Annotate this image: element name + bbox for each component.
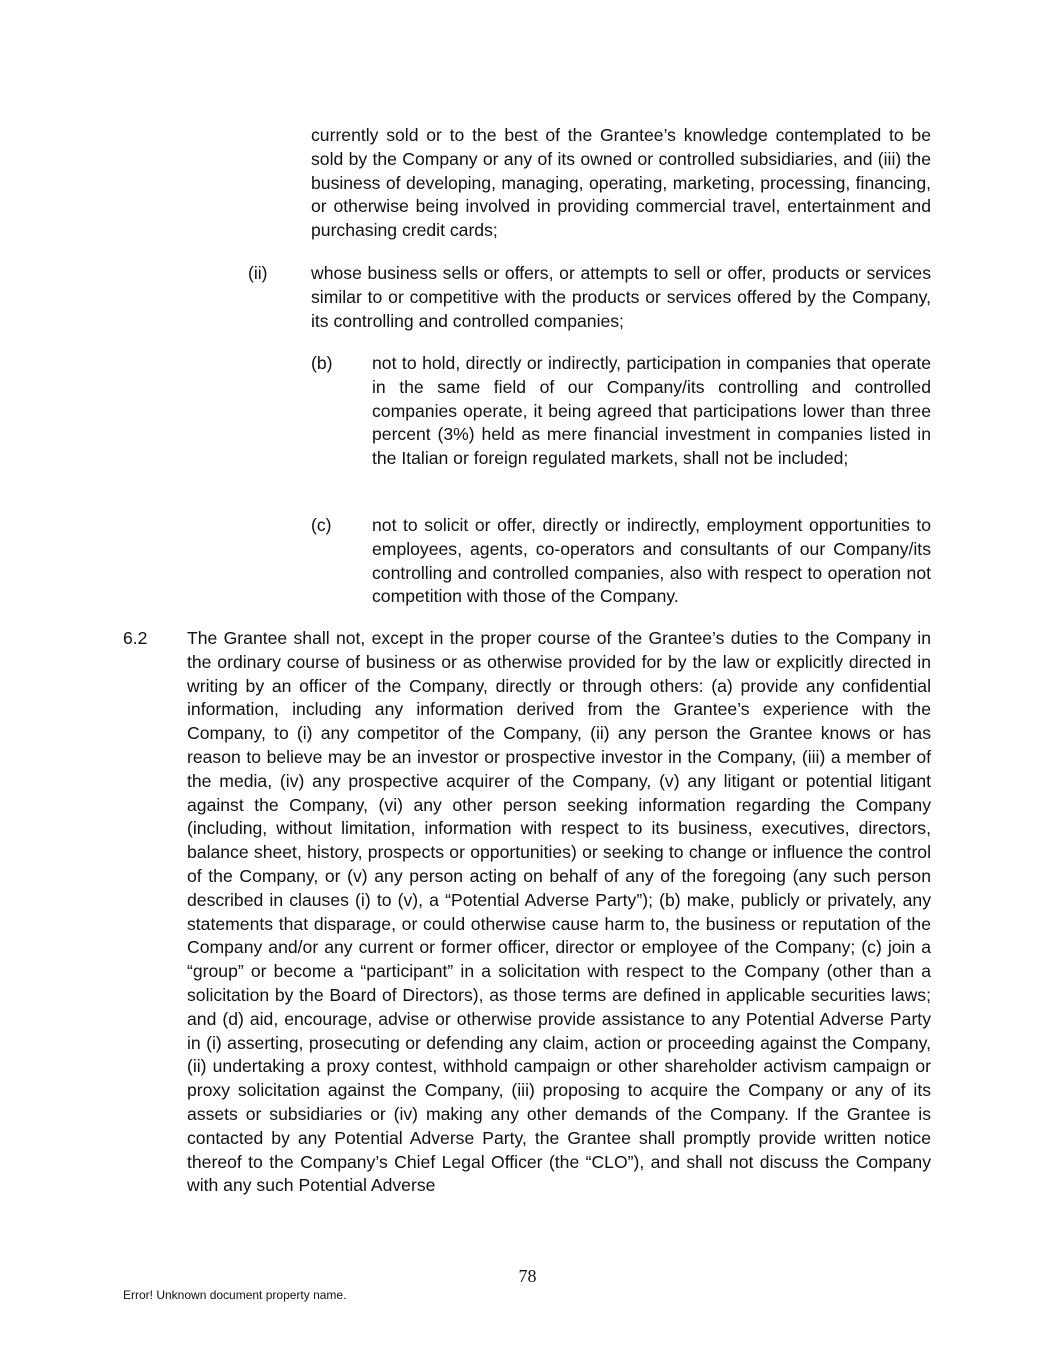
page-number: 78: [518, 1266, 537, 1286]
clause-b-marker: (b): [311, 353, 333, 373]
clause-ii-text: whose business sells or offers, or attempts to sell or offer, products or services similar to or competitive with the products or services offered by the Company, its controlling and controlled companies;: [311, 263, 931, 331]
footer-error-note: Error! Unknown document property name.: [123, 1288, 347, 1302]
clause-c-marker: (c): [311, 515, 332, 535]
section-6-2-number: 6.2: [123, 628, 148, 648]
clause-c-text: not to solicit or offer, directly or indirectly, employment opportunities to employees, agents, co-operators and consultants of our Company/its controlling and controlled companies, also with respect to operation not competition with those of the Company.: [372, 515, 931, 607]
section-6-2-text: The Grantee shall not, except in the proper course of the Grantee’s duties to the Company in the ordinary course of business or as otherwise provided for by the law or explicitly directed in writing by an officer of the Company, directly or through others: (a) provide any confidential information, including any information derived from the Grantee’s experience with the Company, to (i) any competitor of the Company, (ii) any person the Grantee knows or has reason to believe may be an investor or prospective investor in the Company, (iii) a member of the media, (iv) any prospective acquirer of the Company, (v) any litigant or potential litigant against the Company, (vi) any other person seeking information regarding the Company (including, without limitation, information with respect to its business, executives, directors, balance sheet, history, prospects or opportunities) or seeking to change or influence the control of the Company, or (v) any person acting on behalf of any of the foregoing (any such person described in clauses (i) to (v), a “Potential Adverse Party”); (b) make, publicly or privately, any statements that disparage, or could otherwise cause harm to, the business or reputation of the Company and/or any current or former officer, director or employee of the Company; (c) join a “group” or become a “participant” in a solicitation with respect to the Company (other than a solicitation by the Board of Directors), as those terms are defined in applicable securities laws; and (d) aid, encourage, advise or otherwise provide assistance to any Potential Adverse Party in (i) asserting, prosecuting or defending any claim, action or proceeding against the Company, (ii) undertaking a proxy contest, withhold campaign or other shareholder activism campaign or proxy solicitation against the Company, (iii) proposing to acquire the Company or any of its assets or subsidiaries or (iv) making any other demands of the Company. If the Grantee is contacted by any Potential Adverse Party, the Grantee shall promptly provide written notice thereof to the Company’s Chief Legal Officer (the “CLO”), and shall not discuss the Company with any such Potential Adverse: [187, 628, 931, 1196]
continuation-paragraph: currently sold or to the best of the Grantee’s knowledge contemplated to be sold by the Company or any of its owned or controlled subsidiaries, and (iii) the business of developing, managing, operating, marketing, processing, financing, or otherwise being involved in providing commercial travel, entertainment and purchasing credit cards;: [311, 125, 931, 241]
clause-ii-marker: (ii): [248, 263, 268, 283]
clause-b-text: not to hold, directly or indirectly, participation in companies that operate in the same field of our Company/its controlling and controlled companies operate, it being agreed that participations lower than three percent (3%) held as mere financial investment in companies listed in the Italian or foreign regulated markets, shall not be included;: [372, 353, 931, 469]
